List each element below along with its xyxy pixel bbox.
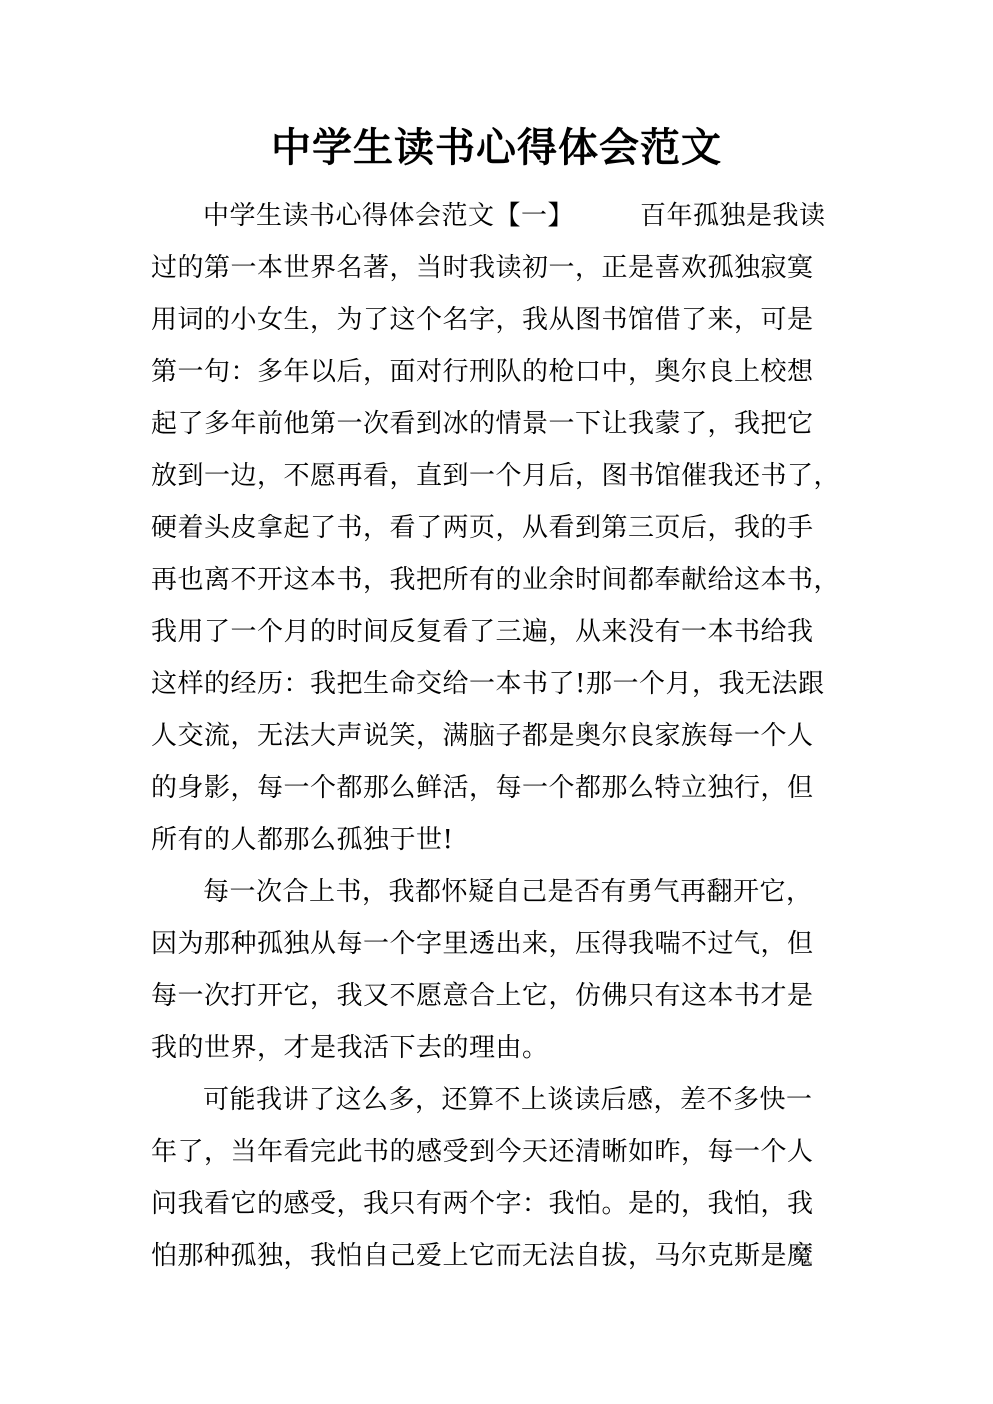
text-line: 年了，当年看完此书的感受到今天还清晰如昨，每一个人 bbox=[151, 1137, 814, 1167]
text-line: 所有的人都那么孤独于世! bbox=[151, 825, 454, 855]
paragraph-3-line-1: 可能我讲了这么多，还算不上谈读后感，差不多快一 bbox=[203, 1085, 813, 1115]
document-title: 中学生读书心得体会范文 bbox=[271, 124, 722, 171]
text-line: 用词的小女生，为了这个名字，我从图书馆借了来，可是 bbox=[151, 305, 814, 335]
text-line: 人交流，无法大声说笑，满脑子都是奥尔良家族每一个人 bbox=[151, 721, 814, 751]
document-body bbox=[151, 190, 841, 1282]
text-line: 这样的经历：我把生命交给一本书了!那一个月，我无法跟 bbox=[151, 669, 825, 699]
paragraph-1-line-1 bbox=[151, 190, 841, 242]
text-line: 第一句：多年以后，面对行刑队的枪口中，奥尔良上校想 bbox=[151, 357, 814, 387]
text-line: 问我看它的感受，我只有两个字：我怕。是的，我怕，我 bbox=[151, 1189, 814, 1219]
paragraph-2-line-1: 每一次合上书，我都怀疑自己是否有勇气再翻开它， bbox=[203, 877, 813, 907]
text-line: 硬着头皮拿起了书，看了两页，从看到第三页后，我的手 bbox=[151, 513, 814, 543]
text-line: 再也离不开这本书，我把所有的业余时间都奉献给这本书， bbox=[151, 565, 841, 595]
text-line: 起了多年前他第一次看到冰的情景一下让我蒙了，我把它 bbox=[151, 409, 814, 439]
section-heading: 中学生读书心得体会范文【一】 bbox=[203, 201, 575, 231]
text-line: 放到一边，不愿再看，直到一个月后，图书馆催我还书了， bbox=[151, 461, 841, 491]
text-line: 过的第一本世界名著，当时我读初一，正是喜欢孤独寂寞 bbox=[151, 253, 814, 283]
text-line: 的身影，每一个都那么鲜活，每一个都那么特立独行，但 bbox=[151, 773, 814, 803]
text-line: 我的世界，才是我活下去的理由。 bbox=[151, 1033, 549, 1063]
paragraph-1-start: 百年孤独是我读 bbox=[640, 201, 826, 231]
text-line: 每一次打开它，我又不愿意合上它，仿佛只有这本书才是 bbox=[151, 981, 814, 1011]
text-line: 因为那种孤独从每一个字里透出来，压得我喘不过气，但 bbox=[151, 929, 814, 959]
text-line: 我用了一个月的时间反复看了三遍，从来没有一本书给我 bbox=[151, 617, 814, 647]
text-line: 怕那种孤独，我怕自己爱上它而无法自拔，马尔克斯是魔 bbox=[151, 1241, 814, 1271]
